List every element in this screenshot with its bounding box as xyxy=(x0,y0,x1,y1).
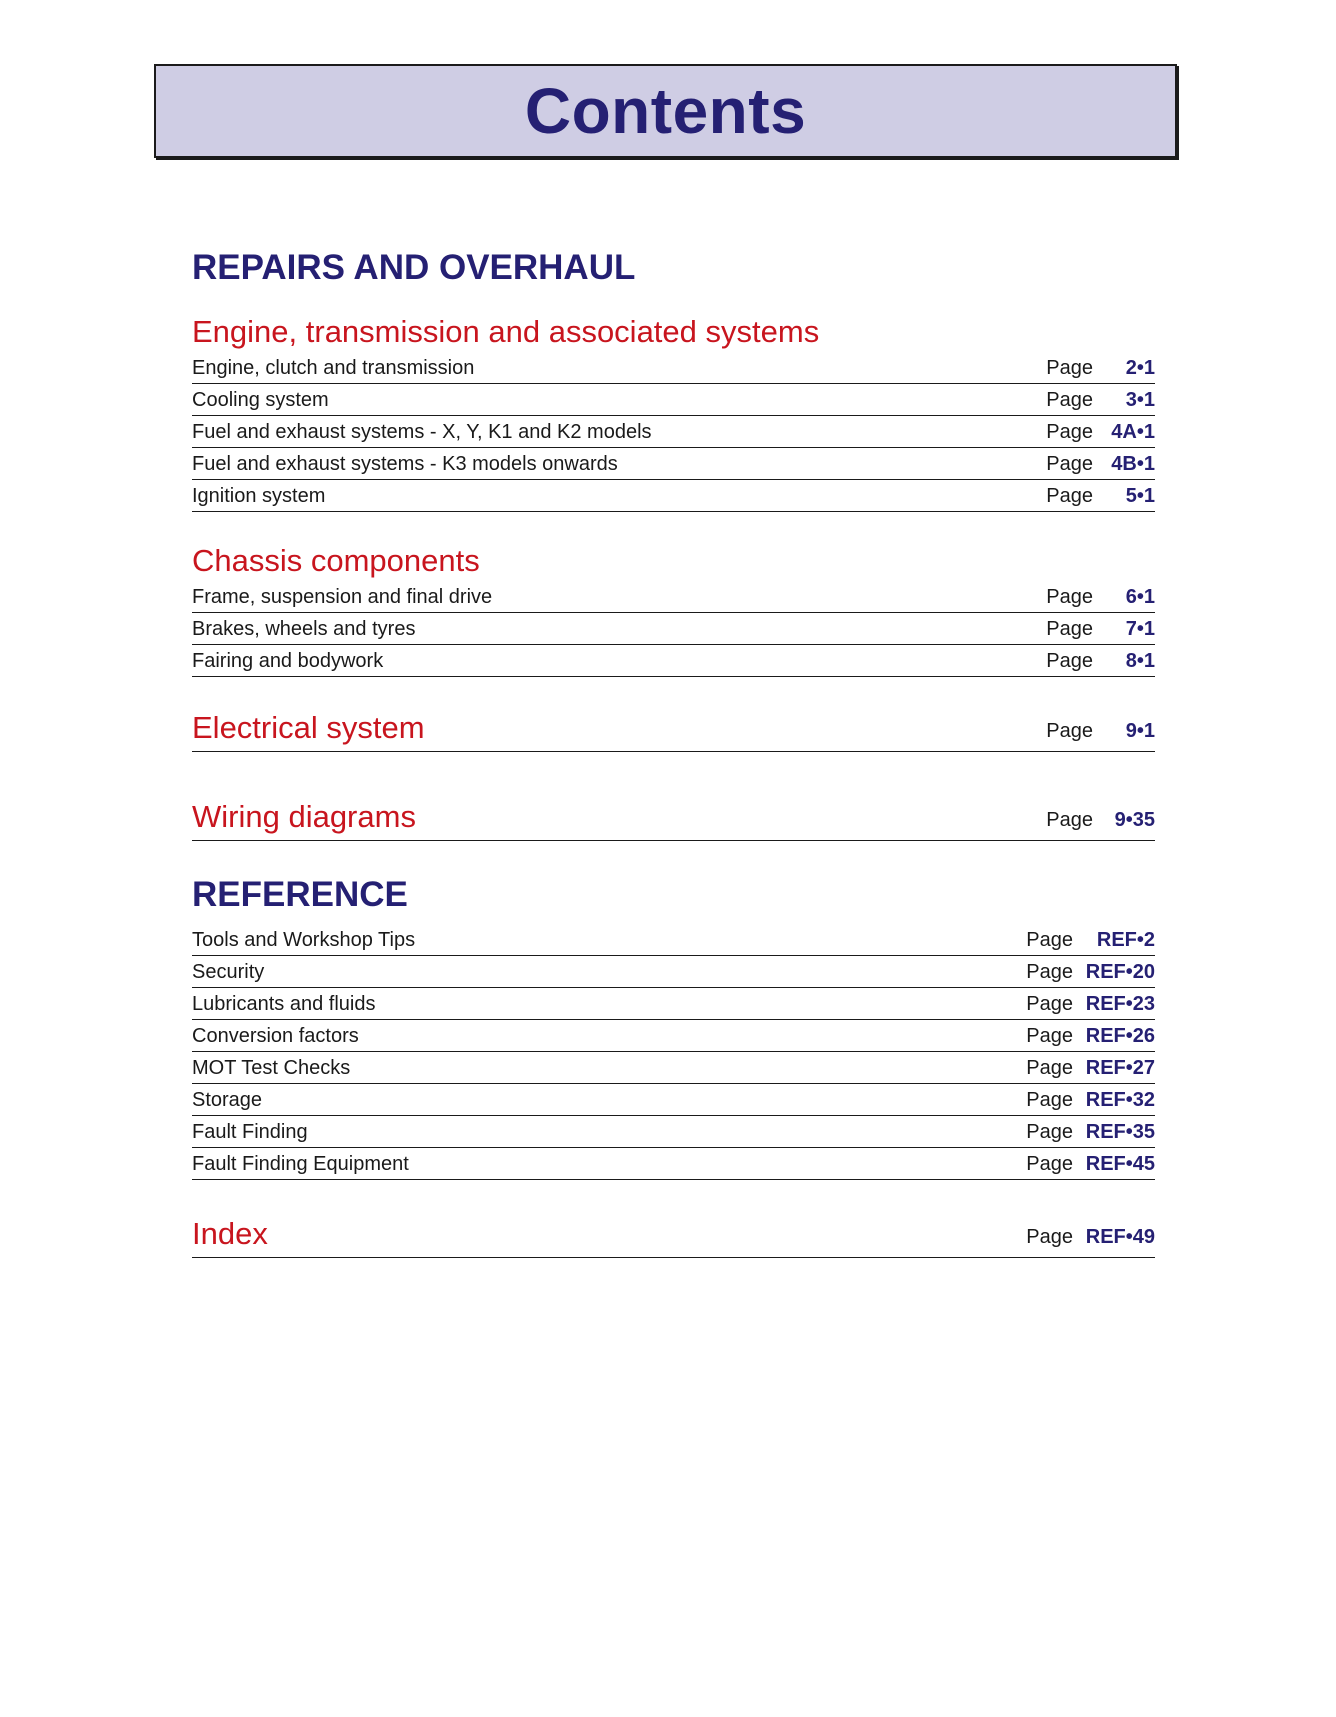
toc-row[interactable] xyxy=(192,448,1155,480)
page-number: REF•32 xyxy=(1085,1089,1155,1111)
engine-toc-list xyxy=(192,352,1155,512)
toc-entry-label: Lubricants and fluids xyxy=(192,993,376,1015)
chassis-section-heading: Chassis components xyxy=(192,543,480,578)
toc-row[interactable] xyxy=(192,480,1155,512)
page-number: REF•49 xyxy=(1085,1226,1155,1248)
toc-entry-label: Conversion factors xyxy=(192,1025,359,1047)
toc-row[interactable] xyxy=(192,1116,1155,1148)
page-word: Page xyxy=(1026,993,1073,1015)
page-word: Page xyxy=(1046,357,1093,379)
toc-row[interactable] xyxy=(192,416,1155,448)
toc-entry-label: Fault Finding xyxy=(192,1121,308,1143)
page-word: Page xyxy=(1046,421,1093,443)
wiring-diagrams-row[interactable] xyxy=(192,789,1155,841)
toc-entry-label: Cooling system xyxy=(192,389,329,411)
toc-row[interactable] xyxy=(192,956,1155,988)
page-word: Page xyxy=(1046,720,1093,742)
page-word: Page xyxy=(1046,485,1093,507)
index-heading: Index xyxy=(192,1216,268,1251)
page-number: 6•1 xyxy=(1125,586,1155,608)
page-number: 4A•1 xyxy=(1111,421,1155,443)
page-number: 4B•1 xyxy=(1111,453,1155,475)
page-number: REF•20 xyxy=(1085,961,1155,983)
toc-entry-label: Fuel and exhaust systems - K3 models onwards xyxy=(192,453,618,475)
page-number: 5•1 xyxy=(1125,485,1155,507)
chassis-toc-list xyxy=(192,581,1155,677)
page-title: Contents xyxy=(524,75,807,147)
toc-entry-label: Tools and Workshop Tips xyxy=(192,929,416,951)
toc-entry-label: Security xyxy=(192,961,265,983)
toc-row[interactable] xyxy=(192,352,1155,384)
page-word: Page xyxy=(1046,650,1093,672)
page-word: Page xyxy=(1026,1089,1073,1111)
toc-entry-label: Fault Finding Equipment xyxy=(192,1153,409,1175)
title-banner xyxy=(154,64,1177,158)
page-number: REF•26 xyxy=(1085,1025,1155,1047)
wiring-diagrams-heading: Wiring diagrams xyxy=(192,799,416,834)
page-word: Page xyxy=(1046,389,1093,411)
page-word: Page xyxy=(1026,1153,1073,1175)
toc-row[interactable] xyxy=(192,645,1155,677)
reference-toc-list xyxy=(192,924,1155,1180)
page-number: 2•1 xyxy=(1125,357,1155,379)
toc-row[interactable] xyxy=(192,924,1155,956)
page-word: Page xyxy=(1046,586,1093,608)
page-word: Page xyxy=(1026,1121,1073,1143)
toc-entry-label: Brakes, wheels and tyres xyxy=(192,618,416,640)
electrical-system-row[interactable] xyxy=(192,700,1155,752)
repairs-heading: REPAIRS AND OVERHAUL xyxy=(192,248,636,287)
page-number: REF•23 xyxy=(1085,993,1155,1015)
page-word: Page xyxy=(1026,1057,1073,1079)
toc-entry-label: Ignition system xyxy=(192,485,326,507)
page-number: REF•2 xyxy=(1096,929,1155,951)
toc-entry-label: Engine, clutch and transmission xyxy=(192,357,475,379)
page-number: REF•35 xyxy=(1085,1121,1155,1143)
index-row[interactable] xyxy=(192,1206,1155,1258)
page-number: REF•27 xyxy=(1085,1057,1155,1079)
toc-row[interactable] xyxy=(192,613,1155,645)
page-number: 7•1 xyxy=(1125,618,1155,640)
page-number: 9•35 xyxy=(1114,809,1155,831)
toc-entry-label: Fuel and exhaust systems - X, Y, K1 and K2 models xyxy=(192,421,652,443)
page-word: Page xyxy=(1026,1226,1073,1248)
page-word: Page xyxy=(1046,618,1093,640)
reference-heading: REFERENCE xyxy=(192,875,408,914)
page-number: 8•1 xyxy=(1125,650,1155,672)
page-number: 9•1 xyxy=(1125,720,1155,742)
page-number: REF•45 xyxy=(1085,1153,1155,1175)
toc-entry-label: Fairing and bodywork xyxy=(192,650,384,672)
page-word: Page xyxy=(1026,1025,1073,1047)
page-word: Page xyxy=(1046,453,1093,475)
toc-row[interactable] xyxy=(192,1020,1155,1052)
toc-row[interactable] xyxy=(192,1052,1155,1084)
engine-section-heading: Engine, transmission and associated systems xyxy=(192,314,820,349)
electrical-system-heading: Electrical system xyxy=(192,710,425,745)
toc-entry-label: Frame, suspension and final drive xyxy=(192,586,493,608)
toc-entry-label: MOT Test Checks xyxy=(192,1057,351,1079)
toc-row[interactable] xyxy=(192,581,1155,613)
toc-row[interactable] xyxy=(192,1148,1155,1180)
toc-entry-label: Storage xyxy=(192,1089,263,1111)
page-word: Page xyxy=(1026,961,1073,983)
page-word: Page xyxy=(1026,929,1073,951)
toc-row[interactable] xyxy=(192,384,1155,416)
page-number: 3•1 xyxy=(1125,389,1155,411)
page-word: Page xyxy=(1046,809,1093,831)
toc-row[interactable] xyxy=(192,988,1155,1020)
toc-row[interactable] xyxy=(192,1084,1155,1116)
